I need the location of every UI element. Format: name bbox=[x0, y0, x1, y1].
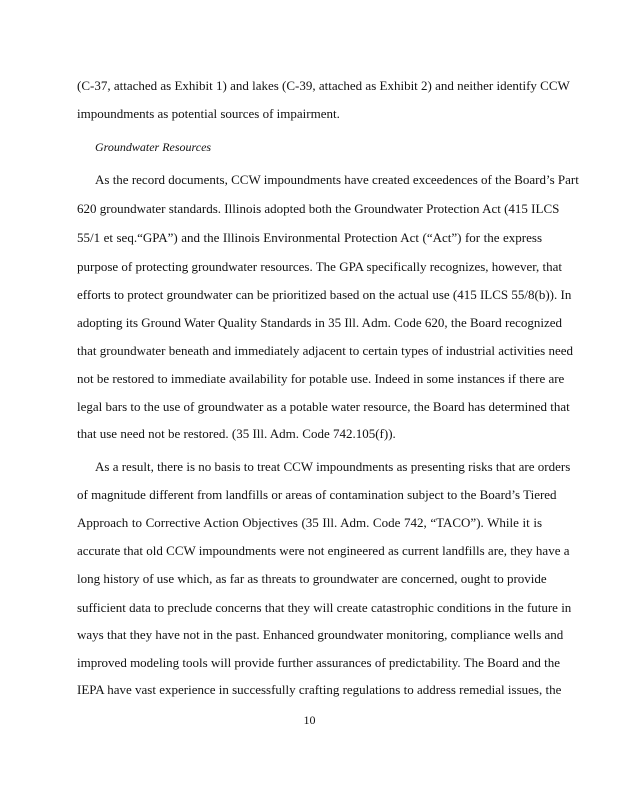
paragraph-2-line-5: efforts to protect groundwater can be prioritized based on the actual use (415 ILCS 55/8(b)). In bbox=[77, 287, 572, 302]
paragraph-2-line-2: 620 groundwater standards. Illinois adopted both the Groundwater Protection Act (415 ILCS bbox=[77, 201, 560, 216]
paragraph-2-line-8: not be restored to immediate availability for potable use. Indeed in some instances if there are bbox=[77, 371, 565, 386]
paragraph-2-line-7: that groundwater beneath and immediately adjacent to certain types of industrial activities need bbox=[77, 343, 573, 358]
paragraph-3-line-7: ways that they have not in the past. Enhanced groundwater monitoring, compliance wells and bbox=[77, 627, 564, 642]
paragraph-3-line-3: Approach to Corrective Action Objectives (35 Ill. Adm. Code 742, “TACO”). While it is bbox=[77, 515, 542, 530]
section-heading: Groundwater Resources bbox=[95, 140, 212, 154]
paragraph-3-line-5: long history of use which, as far as threats to groundwater are concerned, ought to provide bbox=[77, 571, 547, 586]
paragraph-3-line-6: sufficient data to preclude concerns that they will create catastrophic conditions in the future in bbox=[77, 600, 572, 615]
paragraph-2-line-3: 55/1 et seq.“GPA”) and the Illinois Environmental Protection Act (“Act”) for the express bbox=[77, 230, 542, 245]
paragraph-2-line-1: As the record documents, CCW impoundments have created exceedences of the Board’s Part bbox=[95, 172, 579, 187]
paragraph-3-line-9: IEPA have vast experience in successfully crafting regulations to address remedial issues, the bbox=[77, 682, 562, 697]
paragraph-2-line-9: legal bars to the use of groundwater as a potable water resource, the Board has determined that bbox=[77, 399, 570, 414]
paragraph-1-line-1: (C-37, attached as Exhibit 1) and lakes (C-39, attached as Exhibit 2) and neither identify CCW bbox=[77, 78, 570, 93]
paragraph-2-line-10: that use need not be restored. (35 Ill. Adm. Code 742.105(f)). bbox=[77, 426, 396, 441]
paragraph-2-line-4: purpose of protecting groundwater resources. The GPA specifically recognizes, however, that bbox=[77, 259, 563, 274]
paragraph-3-line-2: of magnitude different from landfills or areas of contamination subject to the Board’s Tiered bbox=[77, 487, 557, 502]
paragraph-3-line-8: improved modeling tools will provide further assurances of predictability. The Board and the bbox=[77, 655, 561, 670]
paragraph-3-line-4: accurate that old CCW impoundments were not engineered as current landfills are, they have a bbox=[77, 543, 570, 558]
paragraph-2-line-6: adopting its Ground Water Quality Standards in 35 Ill. Adm. Code 620, the Board recognized bbox=[77, 315, 563, 330]
paragraph-1-line-2: impoundments as potential sources of impairment. bbox=[77, 106, 340, 121]
page-number: 10 bbox=[303, 713, 316, 727]
paragraph-3-line-1: As a result, there is no basis to treat CCW impoundments as presenting risks that are orders bbox=[95, 459, 571, 474]
